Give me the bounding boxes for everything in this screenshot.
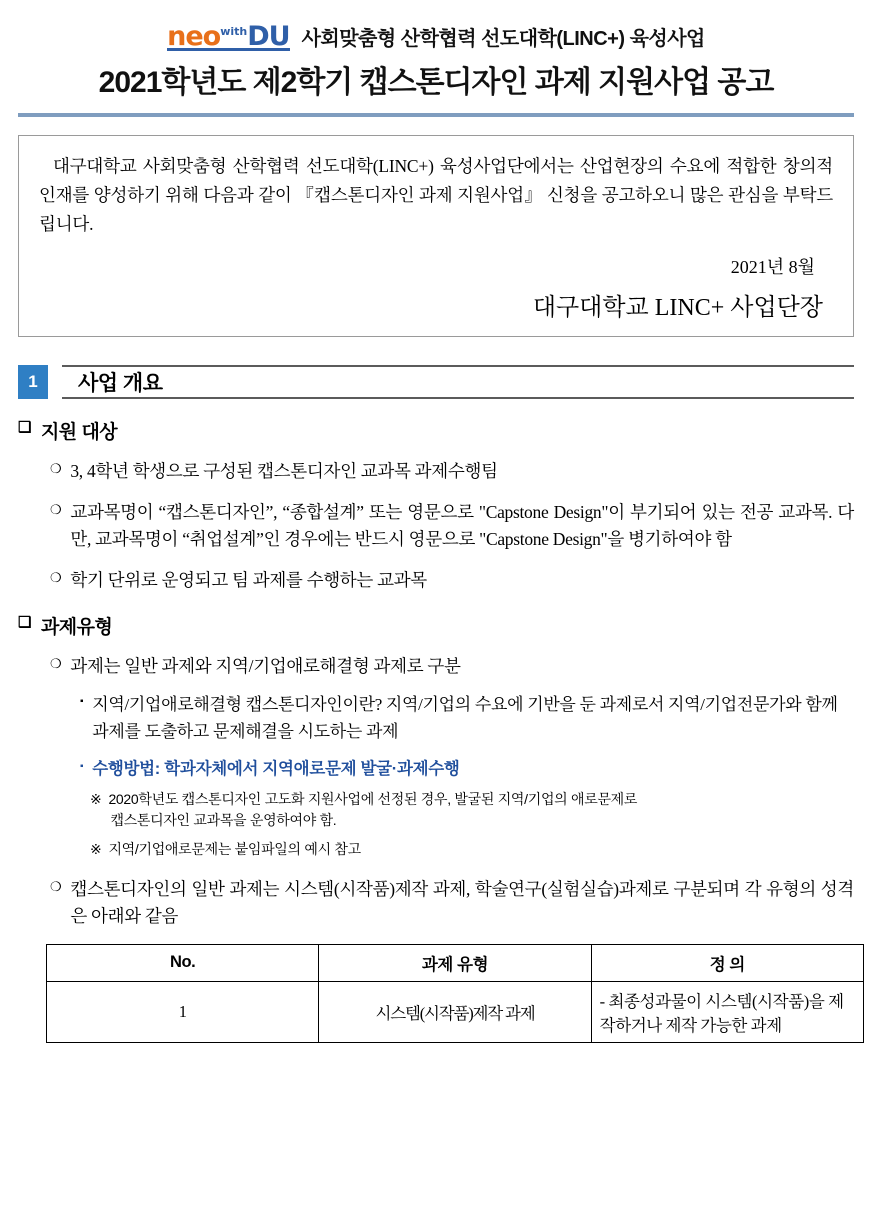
list-item bbox=[50, 458, 854, 485]
list-item-label: 캡스톤디자인의 일반 과제는 시스템(시작품)제작 과제, 학술연구(실험실습)과제로 구분되며 각 유형의 성격은 아래와 같음 bbox=[70, 878, 854, 926]
sub-list-item-highlight bbox=[80, 757, 854, 783]
section-title-bar bbox=[62, 365, 854, 399]
neo-with-du-logo bbox=[167, 20, 291, 52]
list-item bbox=[50, 653, 854, 680]
table-row bbox=[47, 981, 864, 1042]
note-line-1: 2020학년도 캡스톤디자인 고도화 지원사업에 선정된 경우, 발굴된 지역/기업의 애로문제로 bbox=[108, 790, 638, 807]
circle-bullet-icon: ❍ bbox=[50, 878, 62, 894]
intro-date: 2021년 8월 bbox=[730, 256, 815, 277]
circle-bullet-icon: ❍ bbox=[50, 656, 62, 672]
list-item bbox=[50, 567, 854, 594]
table-cell-definition: - 최종성과물이 시스템(시작품)을 제작하거나 제작 가능한 과제 bbox=[591, 981, 863, 1042]
note-text bbox=[108, 789, 637, 831]
note-line-2: 캡스톤디자인 교과목을 운영하여야 함. bbox=[110, 811, 337, 828]
table-cell-no: 1 bbox=[47, 981, 319, 1042]
header-subtitle: 사회맞춤형 산학협력 선도대학(LINC+) 육성사업 bbox=[301, 28, 705, 50]
small-square-bullet-icon: ▪ bbox=[80, 760, 84, 772]
note-text: 지역/기업애로문제는 붙임파일의 예시 참고 bbox=[108, 840, 361, 857]
list-item-label: 3, 4학년 학생으로 구성된 캡스톤디자인 교과목 과제수행팀 bbox=[70, 460, 498, 481]
section-number-badge: 1 bbox=[18, 365, 48, 399]
logo-neo-text: neo bbox=[167, 20, 221, 52]
page-title: 2021학년도 제2학기 캡스톤디자인 과제 지원사업 공고 bbox=[98, 66, 774, 99]
intro-signer: 대구대학교 LINC+ 사업단장 bbox=[532, 294, 823, 321]
task-type-table bbox=[46, 944, 864, 1043]
logo-du-text: DU bbox=[247, 20, 290, 52]
list-item bbox=[50, 876, 854, 930]
section-title: 사업 개요 bbox=[78, 371, 163, 395]
small-square-bullet-icon: ▪ bbox=[80, 696, 84, 708]
intro-box bbox=[18, 135, 854, 337]
table-header-no: No. bbox=[47, 944, 319, 981]
heading-task-type-label: 과제유형 bbox=[40, 617, 113, 639]
square-bullet-icon: ❑ bbox=[18, 418, 31, 436]
circle-bullet-icon: ❍ bbox=[50, 570, 62, 585]
list-item-label: 교과목명이 “캡스톤디자인”, “종합설계” 또는 영문으로 "Capstone Design"이 부기되어 있는 전공 교과목. 다만, 교과목명이 “취업설계”인 경우에는 반드시 영문으로 "Capstone Design"을 병기하여야 함 bbox=[70, 501, 854, 549]
logo-with-text: with bbox=[220, 24, 248, 38]
heading-support-target bbox=[18, 417, 854, 444]
table-cell-type: 시스템(시작품)제작 과제 bbox=[319, 981, 591, 1042]
list-item-label: 과제는 일반 과제와 지역/기업애로해결형 과제로 구분 bbox=[70, 656, 461, 677]
table-header-row bbox=[47, 944, 864, 981]
square-bullet-icon: ❑ bbox=[18, 614, 31, 632]
heading-support-target-label: 지원 대상 bbox=[40, 421, 118, 443]
heading-task-type bbox=[18, 612, 854, 639]
sub-list-item-highlight-label: 수행방법: 학과자체에서 지역애로문제 발굴·과제수행 bbox=[92, 759, 460, 778]
section-body bbox=[18, 417, 854, 1043]
header-divider bbox=[18, 113, 854, 117]
note-item bbox=[90, 789, 854, 831]
note-item bbox=[90, 839, 854, 860]
list-item bbox=[50, 499, 854, 553]
intro-paragraph: 대구대학교 사회맞춤형 산학협력 선도대학(LINC+) 육성사업단에서는 산업현장의 수요에 적합한 창의적 인재를 양성하기 위해 다음과 같이 『캡스톤디자인 과제 지원사업』 신청을 공고하오니 많은 관심을 부탁드립니다. bbox=[39, 156, 833, 234]
document-header bbox=[18, 0, 854, 117]
reference-mark-icon: ※ bbox=[90, 790, 102, 807]
sub-list-item bbox=[80, 692, 854, 745]
linc-logo bbox=[18, 22, 854, 51]
table-header-type: 과제 유형 bbox=[319, 944, 591, 981]
circle-bullet-icon: ❍ bbox=[50, 460, 62, 476]
reference-mark-icon: ※ bbox=[90, 840, 102, 857]
table-header-definition: 정 의 bbox=[591, 944, 863, 981]
section-heading-1 bbox=[18, 365, 854, 399]
sub-list-item-label: 지역/기업애로해결형 캡스톤디자인이란? 지역/기업의 수요에 기반을 둔 과제로서 지역/기업전문가와 함께 과제를 도출하고 문제해결을 시도하는 과제 bbox=[92, 695, 838, 741]
circle-bullet-icon: ❍ bbox=[50, 501, 62, 517]
list-item-label: 학기 단위로 운영되고 팀 과제를 수행하는 교과목 bbox=[70, 570, 427, 590]
